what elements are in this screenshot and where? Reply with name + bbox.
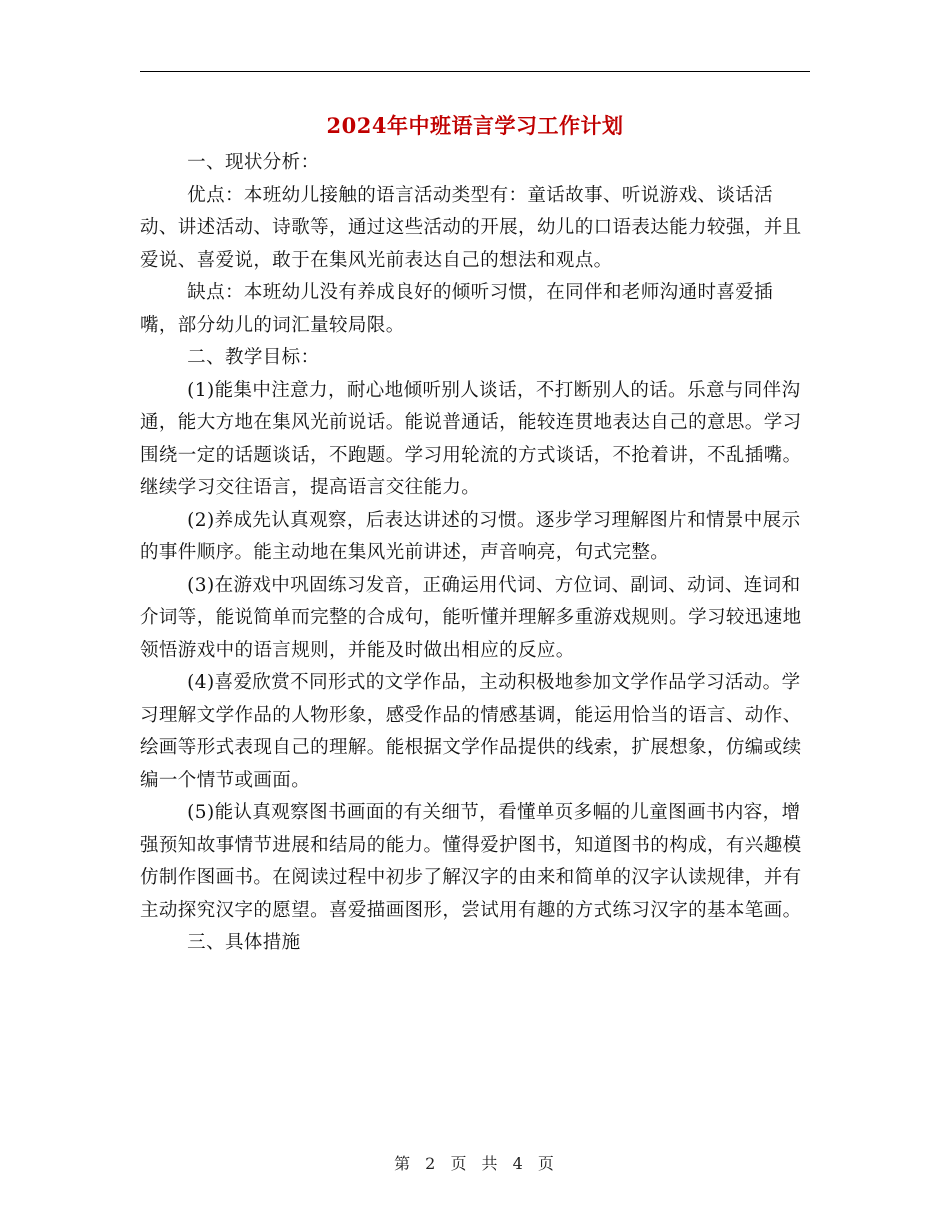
paragraph-strengths: 优点：本班幼儿接触的语言活动类型有：童话故事、听说游戏、谈话活动、讲述活动、诗歌等，通过这些活动的开展，幼儿的口语表达能力较强，并且爱说、喜爱说，敢于在集风光前表达自己的想法和观点。 (140, 184, 802, 271)
goal-2: (2)养成先认真观察，后表达讲述的习惯。逐步学习理解图片和情景中展示的事件顺序。能主动地在集风光前讲述，声音响亮，句式完整。 (140, 509, 801, 563)
document-title: 2024年中班语言学习工作计划 (326, 113, 624, 138)
goal-4: (4)喜爱欣赏不同形式的文学作品，主动积极地参加文学作品学习活动。学习理解文学作品的人物形象，感受作品的情感基调，能运用恰当的语言、动作、绘画等形式表现自己的理解。能根据文学作品提供的线索，扩展想象，仿编或续编一个情节或画面。 (140, 672, 802, 791)
document-body (140, 147, 810, 960)
goal-3: (3)在游戏中巩固练习发音，正确运用代词、方位词、副词、动词、连词和介词等，能说简单而完整的合成句，能听懂并理解多重游戏规则。学习较迅速地领悟游戏中的语言规则，并能及时做出相应的反应。 (140, 574, 802, 661)
section-heading-measures: 三、具体措施 (187, 932, 301, 953)
header-rule (140, 71, 810, 72)
goal-1: (1)能集中注意力，耐心地倾听别人谈话，不打断别人的话。乐意与同伴沟通，能大方地在集风光前说话。能说普通话，能较连贯地表达自己的意思。学习围绕一定的话题谈话，不跑题。学习用轮流的方式谈话，不抢着讲，不乱插嘴。继续学习交往语言，提高语言交往能力。 (140, 379, 802, 498)
goal-5: (5)能认真观察图书画面的有关细节，看懂单页多幅的儿童图画书内容，增强预知故事情节进展和结局的能力。懂得爱护图书，知道图书的构成，有兴趣模仿制作图画书。在阅读过程中初步了解汉字的由来和简单的汉字认读规律，并有主动探究汉字的愿望。喜爱描画图形，尝试用有趣的方式练习汉字的基本笔画。 (140, 802, 802, 921)
section-heading-status: 一、现状分析： (187, 152, 320, 173)
section-heading-goals: 二、教学目标： (187, 347, 320, 368)
page-number: 第 2 页 共 4 页 (394, 1154, 556, 1173)
paragraph-weaknesses: 缺点：本班幼儿没有养成良好的倾听习惯，在同伴和老师沟通时喜爱插嘴，部分幼儿的词汇量较局限。 (140, 282, 774, 336)
